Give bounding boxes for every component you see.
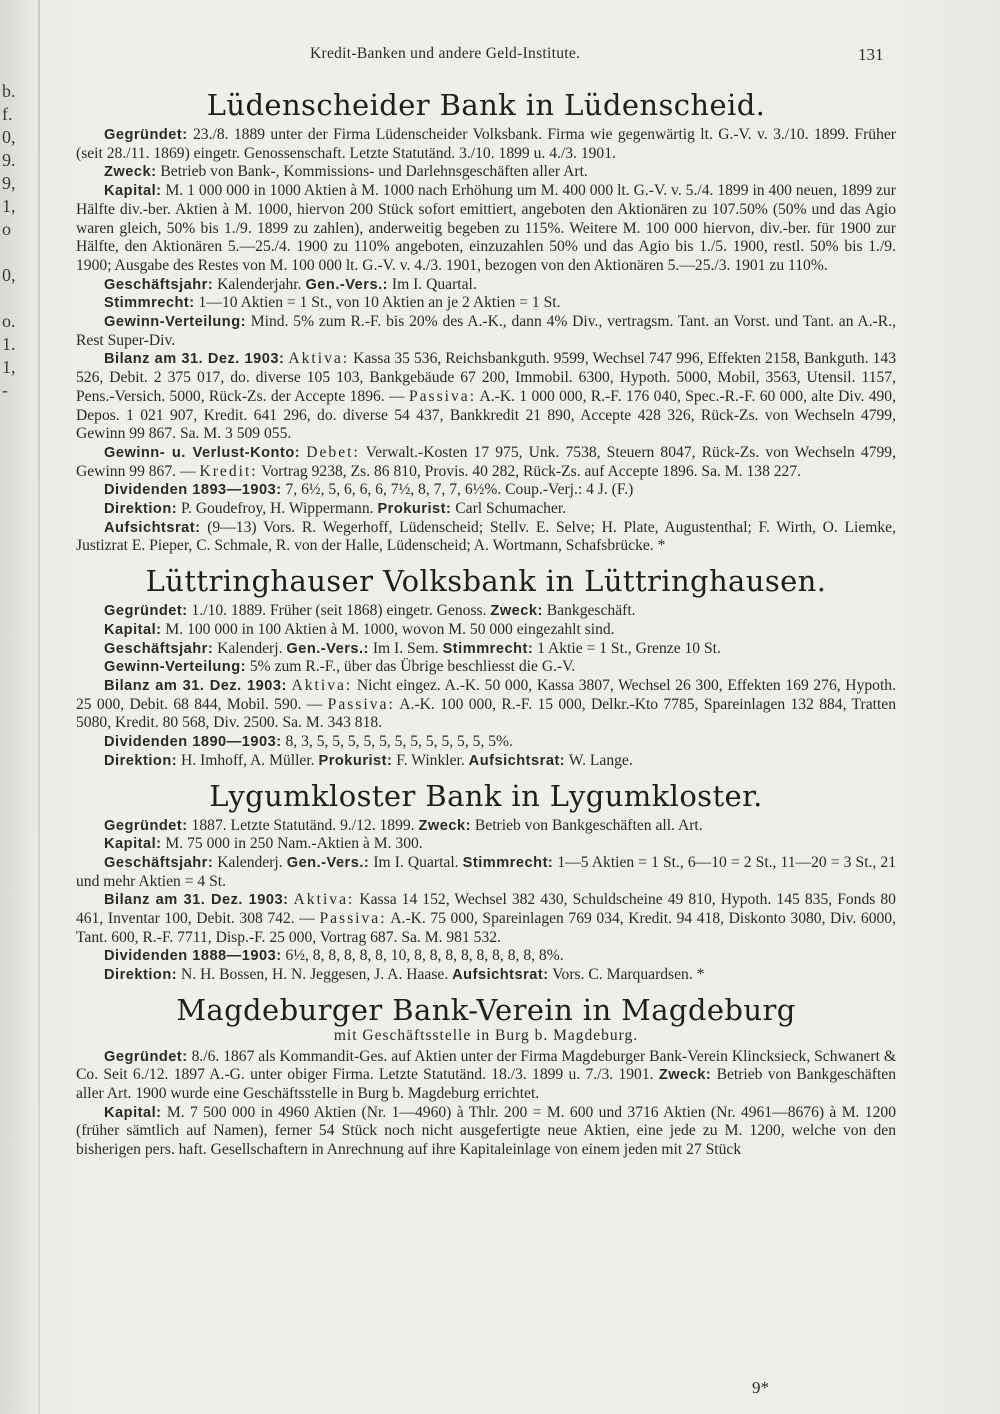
field-text: M. 7 500 000 in 4960 Aktien (Nr. 1—4960) à Thlr. 200 = M. 600 und 3716 Aktien (Nr. 4961—8676) à M. 1200 (früher sämtlich auf Namen), ferner 54 Stück noch nicht ausgefertigte neue Aktien, eine jede zu M. 1200, welche von den bisherigen pers. haft. Gesellschaftern in Anrechnung auf ihre Kapitaleinlage von einem jeden mit 27 Stück [76,1103,896,1159]
field-text: W. Lange. [565,751,633,769]
field-text: 1 Aktie = 1 St., Grenze 10 St. [533,639,721,657]
section-label: Aktiva: [293,891,355,909]
field-text: 23./8. 1889 unter der Firma Lüdenscheider Volksbank. Firma wie gegenwärtig lt. G.-V. v. 3./10. 1899. Früher (seit 28./11. 1869) eingetr. Genossenschaft. Letzte Statutänd. 3./10. 1899 u. 4./3. 1901. [76,126,896,162]
field-text: Kassa 14 152, Wechsel 382 430, Schuldscheine 49 810, Hypoth. 145 835, Fonds 80 461, Inventar 100, Debit. 308 742. — [76,891,896,928]
margin-fragment: 1. [2,334,16,354]
field-text: Verwalt.-Kosten 17 975, Unk. 7538, Steuern 8047, Rück-Zs. von Wechseln 4799, Gewinn 99 867. — [76,443,896,480]
field-text: Betrieb von Bank-, Kommissions- und Darlehnsgeschäften aller Art. [156,163,588,181]
field-text: 1—10 Aktien = 1 St., von 10 Aktien an je 2 Aktien = 1 St. [194,294,561,312]
entry-paragraph [76,733,896,752]
entry-paragraph [76,640,896,659]
field-label: Geschäftsjahr: [104,854,214,871]
field-label: Gen.-Vers.: [286,640,369,657]
field-text: Betrieb von Bankgeschäften all. Art. [470,816,703,834]
section-label: Passiva: [327,695,395,713]
field-text: M. 100 000 in 100 Aktien à M. 1000, wovon M. 50 000 eingezahlt sind. [161,620,615,638]
field-label: Gegründet: [104,127,188,143]
margin-fragment: 9, [2,173,16,193]
field-label: Gegründet: [104,817,188,834]
page-fold-shadow [38,0,40,1414]
field-text: F. Winkler. [392,751,469,769]
field-label: Direktion: [104,501,178,518]
entry-paragraph [76,126,896,163]
field-text: M. 1 000 000 in 1000 Aktien à M. 1000 nach Erhöhung um M. 400 000 lt. G.-V. v. 5./4. 1899 in 400 neuen, 1899 zur Hälfte div.-ber. Aktien à M. 1000, hiervon 200 Stück sofort emittiert, angeboten den Aktionären zu 107.50% (50% und das Agio waren gleich, 50% bis 1./9. 1899 zu zahlen), anderweitig begeben zu 115%. Weitere M. 100 000 hiervon, div.-ber. für 1900 zur Hälfte, den Aktionären 5.—25./4. 1900 zu 110% angeboten, einzuzahlen 50% und das Agio bis 1./5. 1900, restl. 50% bis 1./9. 1900; Ausgabe des Restes von M. 100 000 lt. G.-V. v. 4./3. 1901, bezogen von den Aktionären 5.—25./3. 1901 zu 110%. [76,182,896,274]
field-text: H. Imhoff, A. Müller. [177,751,319,769]
page-number: 131 [858,45,884,64]
margin-fragment [0,287,34,310]
field-label: Gewinn-Verteilung: [104,314,246,331]
field-label: Zweck: [490,603,543,620]
section-label: Kredit: [199,462,258,480]
entry-paragraph [76,966,896,985]
bank-entry [76,88,896,556]
field-text: Vortrag 9238, Zs. 86 810, Provis. 40 282, Rück-Zs. auf Accepte 1896. Sa. M. 138 227. [257,462,802,480]
field-text: Im I. Sem. [368,639,443,657]
entry-title: Lygumkloster Bank in Lygumkloster. [209,778,763,813]
entry-paragraph [76,481,896,500]
field-label: Kapital: [104,1104,162,1121]
entry-paragraph [76,519,896,556]
field-label: Geschäftsjahr: [104,640,214,657]
field-label: Dividenden 1890—1903: [104,734,282,751]
field-label: Aufsichtsrat: [452,967,549,984]
running-head: Kredit-Banken und andere Geld-Institute. [310,45,581,62]
entry-paragraph [76,1104,896,1160]
entry-paragraph [76,350,896,444]
section-label: Passiva: [408,387,477,405]
field-text: Bankgeschäft. [542,602,636,620]
margin-fragment: f. [2,104,13,124]
field-label: Prokurist: [318,752,393,769]
field-label: Direktion: [104,752,178,769]
field-label: Kapital: [104,183,162,200]
field-text: A.-K. 100 000, R.-F. 15 000, Delkr.-Kto 7785, Spareinlagen 132 884, Tratten 5080, Kredit. 80 568, Div. 2500. Sa. M. 343 818. [76,695,896,732]
field-text: 8./6. 1867 als Kommandit-Ges. auf Aktien unter der Firma Magdeburger Bank-Verein Klincksieck, Schwanert & Co. Seit 6./12. 1897 A.-G. unter obiger Firma. Letzte Statutänd. 18./3. 1899 u. 7./3. 1901. [76,1047,896,1084]
field-label: Gen.-Vers.: [286,854,370,871]
field-label: Gewinn-Verteilung: [104,659,246,676]
margin-fragment: 1, [2,357,16,377]
field-label: Kapital: [104,836,162,853]
field-text: Kalenderjahr. [213,275,306,293]
entry-paragraph [76,182,896,276]
entry-paragraph [76,621,896,640]
entry-paragraph [76,854,896,891]
entry-paragraph [76,444,896,481]
field-label: Bilanz am 31. Dez. 1903: [104,892,289,909]
field-label: Aufsichtsrat: [468,752,566,769]
field-label: Gen.-Vers.: [305,276,388,293]
entry-paragraph [76,658,896,677]
field-text: A.-K. 75 000, Spareinlagen 769 034, Kredit. 94 418, Diskonto 3080, Div. 6000, Tant. 600, R.-F. 7711, Disp.-F. 25 000, Vortrag 687. Sa. M. 981 532. [76,910,897,946]
field-label: Geschäftsjahr: [104,276,214,293]
field-text: Nicht eingez. A.-K. 50 000, Kassa 3807, Wechsel 26 300, Effekten 169 276, Hypoth. 25 000, Debit. 68 844, Mobil. 590. — [76,676,896,713]
field-text: 6½, 8, 8, 8, 8, 8, 10, 8, 8, 8, 8, 8, 8, 8, 8, 8%. [281,947,564,965]
margin-fragment: 0, [2,265,16,285]
field-label: Direktion: [104,967,178,984]
field-label: Zweck: [658,1067,712,1084]
field-label: Stimmrecht: [442,640,534,657]
field-label: Stimmrecht: [462,854,554,871]
field-label: Gewinn- u. Verlust-Konto: [104,444,301,461]
field-text: P. Goudefroy, H. Wippermann. [177,500,378,518]
page-content [76,88,896,1168]
field-label: Zweck: [418,817,471,834]
entry-paragraph [76,947,896,966]
entry-paragraph [76,752,896,771]
field-text: 1887. Letzte Statutänd. 9./12. 1899. [187,816,419,834]
entry-paragraph [76,1048,896,1104]
entry-title: Lüttringhauser Volksbank in Lüttringhausen. [145,564,827,599]
field-text: 1—5 Aktien = 1 St., 6—10 = 2 St., 11—20 = 3 St., 21 und mehr Aktien = 4 St. [76,853,896,890]
field-text: N. H. Bossen, H. N. Jeggesen, J. A. Haase. [177,966,453,984]
field-label: Bilanz am 31. Dez. 1903: [104,677,287,694]
signature-mark: 9* [752,1378,769,1397]
field-text: Betrieb von Bankgeschäften aller Art. 1900 wurde eine Geschäftsstelle in Burg b. Magdeburg errichtet. [76,1066,896,1102]
margin-fragment: o. [2,311,16,331]
field-label: Gegründet: [104,603,188,620]
bank-entry [76,993,896,1160]
margin-fragment: b. [2,81,16,101]
section-label: Aktiva: [288,350,350,368]
field-text: Im I. Quartal. [388,275,477,293]
field-label: Gegründet: [104,1048,188,1065]
field-text: Im I. Quartal. [369,853,463,871]
field-text: Carl Schumacher. [451,500,567,518]
field-label: Bilanz am 31. Dez. 1903: [104,351,285,368]
field-label: Zweck: [104,164,157,181]
margin-fragment: 9. [2,150,16,170]
field-text: Kalenderj. [213,853,287,871]
entry-paragraph [76,677,896,733]
entry-paragraph [76,500,896,519]
field-text: Mind. 5% zum R.-F. bis 20% des A.-K., dann 4% Div., vertragsm. Tant. an Vorst. und Tant. an A.-R., Rest Super-Div. [76,313,896,349]
entry-paragraph [76,276,896,295]
field-text: 7, 6½, 5, 6, 6, 6, 7½, 8, 7, 7, 6½%. Coup.-Verj.: 4 J. (F.) [281,481,634,499]
section-label: Passiva: [319,910,387,928]
field-text: M. 75 000 in 250 Nam.-Aktien à M. 300. [161,835,423,853]
entry-paragraph [76,817,896,836]
field-text: 8, 3, 5, 5, 5, 5, 5, 5, 5, 5, 5, 5, 5, 5%. [281,733,513,751]
margin-fragment [0,241,34,264]
field-label: Stimmrecht: [104,295,195,312]
field-text: 5% zum R.-F., über das Übrige beschliesst die G.-V. [245,658,576,676]
field-text: (9—13) Vors. R. Wegerhoff, Lüdenscheid; Stellv. E. Selve; H. Plate, Augustenthal; F. Wirth, O. Liemke, Justizrat E. Pieper, C. Schmale, R. von der Halle, Lüdenscheid; A. Wortmann, Schafsbrücke. * [76,518,896,555]
entry-paragraph [76,294,896,313]
entry-paragraph [76,835,896,854]
field-label: Aufsichtsrat: [104,519,201,536]
margin-fragment: o [2,219,11,239]
field-label: Kapital: [104,621,162,638]
entry-paragraph [76,313,896,350]
page-header [0,45,1000,75]
field-text: Vors. C. Marquardsen. * [548,966,705,984]
margin-fragment: 0, [2,127,16,147]
section-label: Debet: [306,443,360,461]
margin-fragment: 1, [2,196,16,216]
field-text: Kassa 35 536, Reichsbankguth. 9599, Wechsel 747 996, Effekten 2158, Bankguth. 143 526, Debit. 2 375 017, do. diverse 105 103, Bankgebäude 67 200, Immobil. 6300, Hypoth. 5000, Mobil, 3563, Utensil. 1157, Pens.-Versich. 5000, Rück-Zs. der Accepte 1896. — [76,350,896,405]
entry-title: Magdeburger Bank-Verein in Magdeburg [176,992,796,1027]
entry-paragraph [76,602,896,621]
field-label: Dividenden 1893—1903: [104,482,282,499]
section-label: Aktiva: [291,676,353,694]
entry-title: Lüdenscheider Bank in Lüdenscheid. [206,88,766,122]
field-label: Dividenden 1888—1903: [104,948,282,965]
bank-entry [76,779,896,985]
field-text: Kalenderj. [213,639,287,657]
entry-paragraph [76,891,896,947]
entry-paragraph [76,163,896,182]
entry-subtitle: mit Geschäftsstelle in Burg b. Magdeburg. [333,1026,639,1044]
field-text: 1./10. 1889. Früher (seit 1868) eingetr. Genoss. [187,602,491,620]
margin-fragment: - [2,380,8,400]
field-text: A.-K. 1 000 000, R.-F. 176 040, Spec.-R.-F. 60 000, alte Div. 490, Depos. 1 021 907, Kredit. 641 296, do. diverse 54 437, Bankkredit 21 890, Accepte 428 326, Rück-Zs. von Wechseln 4799, Gewinn 99 867. Sa. M. 3 509 055. [76,387,896,443]
bank-entry [76,564,896,770]
facing-page-margin-fragments [0,80,34,402]
field-label: Prokurist: [377,501,452,518]
